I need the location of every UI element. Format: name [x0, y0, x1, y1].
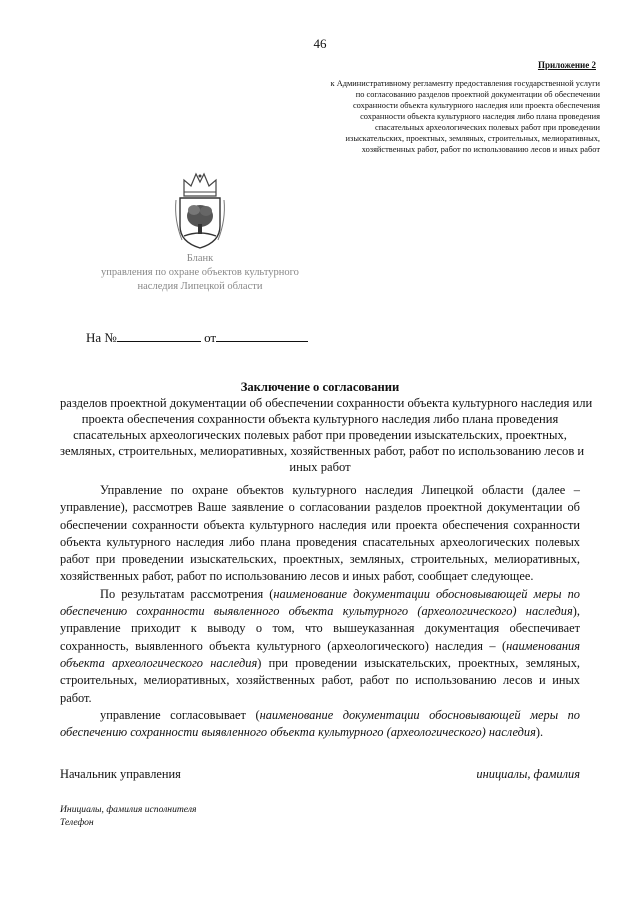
body-paragraph-1: Управление по охране объектов культурного наследия Липецкой области (далее – управление), рассмотрев Ваше заявление о согласовании разделов проектной документации об обеспечении сохранности объекта культурного наследия или проекта обеспечения сохранности объекта культурного наследия либо плана проведения спасательных археологических полевых работ при проведении изыскательских, проектных, земляных, строительных, мелиоративных, хозяйственных работ, работ по использованию лесов и иных работ, сообщает следующее. [60, 483, 580, 584]
signature-position: Начальник управления [60, 767, 181, 781]
appendix-line: хозяйственных работ, работ по использованию лесов и иных работ [361, 145, 600, 154]
executor-info [60, 803, 196, 829]
conclusion-subtitle-line: разделов проектной документации об обеспечении сохранности объекта культурного наследия или [60, 396, 593, 410]
p2-placeholder-documentation: наименование документации обосновывающей меры по обеспечению сохранности выявленного объекта культурного (археологического) наследия [60, 586, 580, 619]
p3-text: ). [535, 725, 544, 740]
p2-placeholder-object: наименования объекта археологического наследия [60, 638, 580, 670]
appendix-line: спасательных археологических полевых работ при проведении [374, 123, 600, 132]
signature-name: инициалы, фамилия [476, 767, 580, 781]
reference-number-label: На № [86, 330, 117, 345]
body-paragraph-3 [60, 707, 580, 742]
p2-text: ), управление приходит к выводу о том, что вышеуказанная документация обеспечивает сохранность, выявленного объекта культурного (археологического) наследия – ( [60, 604, 580, 653]
executor-name: Инициалы, фамилия исполнителя [60, 804, 197, 815]
conclusion-subtitle-line: проекта обеспечения сохранности объекта культурного наследия либо плана проведения [81, 412, 559, 426]
appendix-line: изыскательских, проектных, земляных, строительных, мелиоративных, [345, 134, 600, 143]
blank-line: наследия Липецкой области [137, 281, 263, 292]
conclusion-subtitle-line: земляных, строительных, мелиоративных, хозяйственных работ, работ по использованию лесов и [60, 444, 585, 458]
conclusion-subtitle-line: иных работ [289, 460, 351, 474]
executor-phone: Телефон [60, 817, 94, 828]
p2-text: ) при проведении изыскательских, проектных, земляных, строительных, мелиоративных, хозяйственных работ, работ по использованию лесов и иных работ. [60, 655, 580, 705]
reference-date-label: от [204, 330, 217, 345]
body-paragraph-2 [60, 586, 580, 707]
letter-body [60, 482, 580, 741]
p3-text: управление согласовывает ( [100, 707, 260, 722]
coat-of-arms-icon [170, 170, 230, 250]
blank-line: Бланк [186, 253, 214, 264]
p3-placeholder-documentation: наименование документации обосновывающей меры по обеспечению сохранности выявленного объекта культурного (археологического) наследия [60, 707, 580, 740]
conclusion-subtitle-line: спасательных археологических полевых работ при проведении изыскательских, проектных, [73, 428, 567, 442]
letterhead-blank-label [0, 252, 400, 294]
conclusion-heading [60, 379, 593, 475]
appendix-title: Приложение 2 [537, 60, 596, 70]
page-number: 46 [313, 36, 327, 51]
reference-date-field[interactable] [216, 328, 308, 342]
p2-text: По результатам рассмотрения ( [100, 586, 274, 601]
blank-line: управления по охране объектов культурного [101, 267, 299, 278]
appendix-reference [260, 78, 600, 155]
appendix-line: к Административному регламенту предоставления государственной услуги [330, 79, 600, 88]
reference-line [86, 328, 308, 346]
appendix-line: сохранности объекта культурного наследия либо плана проведения [360, 112, 600, 121]
conclusion-title: Заключение о согласовании [240, 380, 400, 394]
appendix-line: по согласованию разделов проектной документации об обеспечении [355, 90, 600, 99]
appendix-line: сохранности объекта культурного наследия или проекта обеспечения [352, 101, 600, 110]
reference-number-field[interactable] [117, 328, 201, 342]
